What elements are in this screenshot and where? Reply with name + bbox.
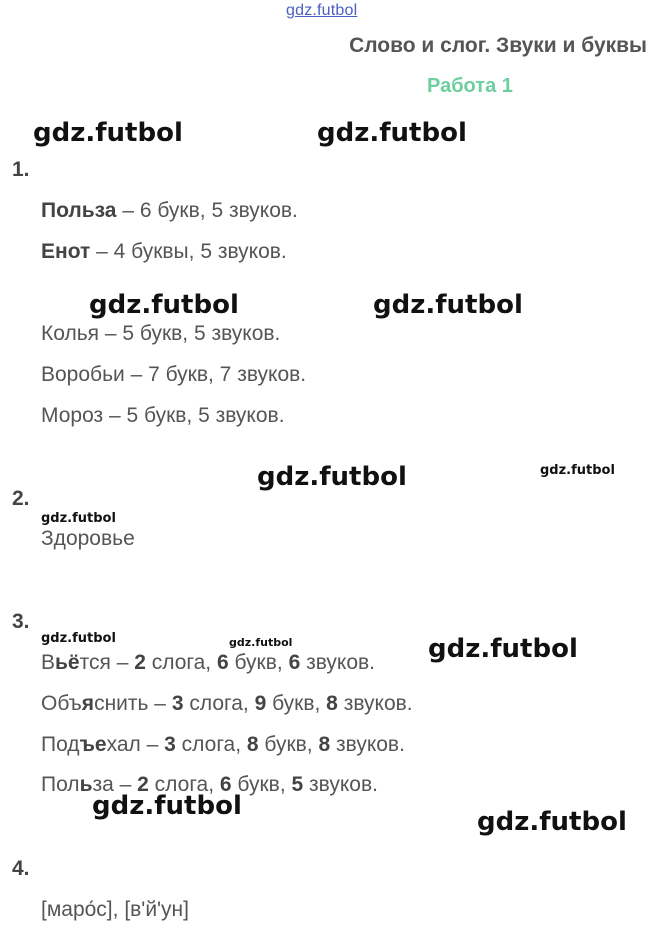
letter-count: 9 xyxy=(254,692,267,715)
letter-count: 8 xyxy=(246,733,259,756)
work-subtitle: Работа 1 xyxy=(427,75,513,97)
word-part: Объ xyxy=(41,692,82,715)
watermark: gdz.futbol xyxy=(373,290,523,320)
sound-count: 6 xyxy=(288,651,301,674)
watermark: gdz.futbol xyxy=(428,634,578,664)
task1-line: Мороз – 5 букв, 5 звуков. xyxy=(41,404,285,427)
word-part: снить – xyxy=(94,692,172,715)
syllable-count: 3 xyxy=(171,692,184,715)
task1-line xyxy=(41,240,287,264)
task-number-4: 4. xyxy=(12,857,30,880)
word-part: Пол xyxy=(41,773,80,796)
watermark: gdz.futbol xyxy=(41,631,116,646)
text-part: звуков. xyxy=(330,733,405,756)
word-part-bold: я xyxy=(81,692,95,715)
text-part: слога, xyxy=(148,773,220,796)
text-part: слога, xyxy=(145,651,217,674)
syllable-count: 3 xyxy=(164,733,176,756)
task1-word: Польза xyxy=(41,199,117,222)
task2-answer: Здоровье xyxy=(41,527,135,550)
watermark: gdz.futbol xyxy=(257,462,407,492)
word-part: за – xyxy=(92,773,138,796)
text-part: звуков. xyxy=(300,651,376,674)
task-number-3: 3. xyxy=(12,610,30,633)
letter-count: 6 xyxy=(216,651,229,674)
top-watermark-link[interactable]: gdz.futbol xyxy=(286,2,358,19)
text-part: звуков. xyxy=(337,692,413,715)
task1-word: Енот xyxy=(41,240,91,263)
task1-line: Колья – 5 букв, 5 звуков. xyxy=(41,322,281,345)
task-number-2: 2. xyxy=(12,487,30,510)
watermark: gdz.futbol xyxy=(229,636,293,649)
word-part: хал – xyxy=(106,733,165,756)
text-part: букв, xyxy=(266,692,327,715)
letter-count: 6 xyxy=(219,773,232,796)
task-number-1: 1. xyxy=(12,158,30,181)
text-part: букв, xyxy=(228,651,289,674)
word-part: тся – xyxy=(79,651,135,674)
text-part: слога, xyxy=(183,692,255,715)
sound-count: 8 xyxy=(326,692,338,715)
task1-line: Воробьи – 7 букв, 7 звуков. xyxy=(41,363,307,386)
word-part-bold: ь xyxy=(79,773,93,796)
watermark: gdz.futbol xyxy=(317,118,467,148)
word-part-bold: ъе xyxy=(79,733,107,756)
sound-count: 8 xyxy=(318,733,331,756)
text-part: букв, xyxy=(231,773,292,796)
page-title: Слово и слог. Звуки и буквы xyxy=(349,34,647,57)
word-part: В xyxy=(41,651,56,674)
word-part: Под xyxy=(41,733,80,756)
task3-line xyxy=(41,733,405,757)
watermark: gdz.futbol xyxy=(33,118,183,148)
task1-rest: – 6 букв, 5 звуков. xyxy=(116,199,298,222)
watermark: gdz.futbol xyxy=(477,807,627,837)
text-part: звуков. xyxy=(303,773,378,796)
syllable-count: 2 xyxy=(134,651,146,674)
task3-line xyxy=(41,692,413,716)
sound-count: 5 xyxy=(291,773,304,796)
task3-line xyxy=(41,773,378,797)
task1-line xyxy=(41,199,298,223)
text-part: букв, xyxy=(258,733,319,756)
word-part-bold: ьё xyxy=(55,651,80,674)
task4-answer: [маро́с], [в'й'ун] xyxy=(41,898,189,921)
task1-rest: – 4 буквы, 5 звуков. xyxy=(90,240,287,263)
watermark: gdz.futbol xyxy=(92,791,242,821)
watermark: gdz.futbol xyxy=(41,511,116,526)
syllable-count: 2 xyxy=(137,773,149,796)
text-part: слога, xyxy=(175,733,247,756)
watermark: gdz.futbol xyxy=(89,290,239,320)
watermark: gdz.futbol xyxy=(540,463,615,478)
task3-line xyxy=(41,651,375,675)
